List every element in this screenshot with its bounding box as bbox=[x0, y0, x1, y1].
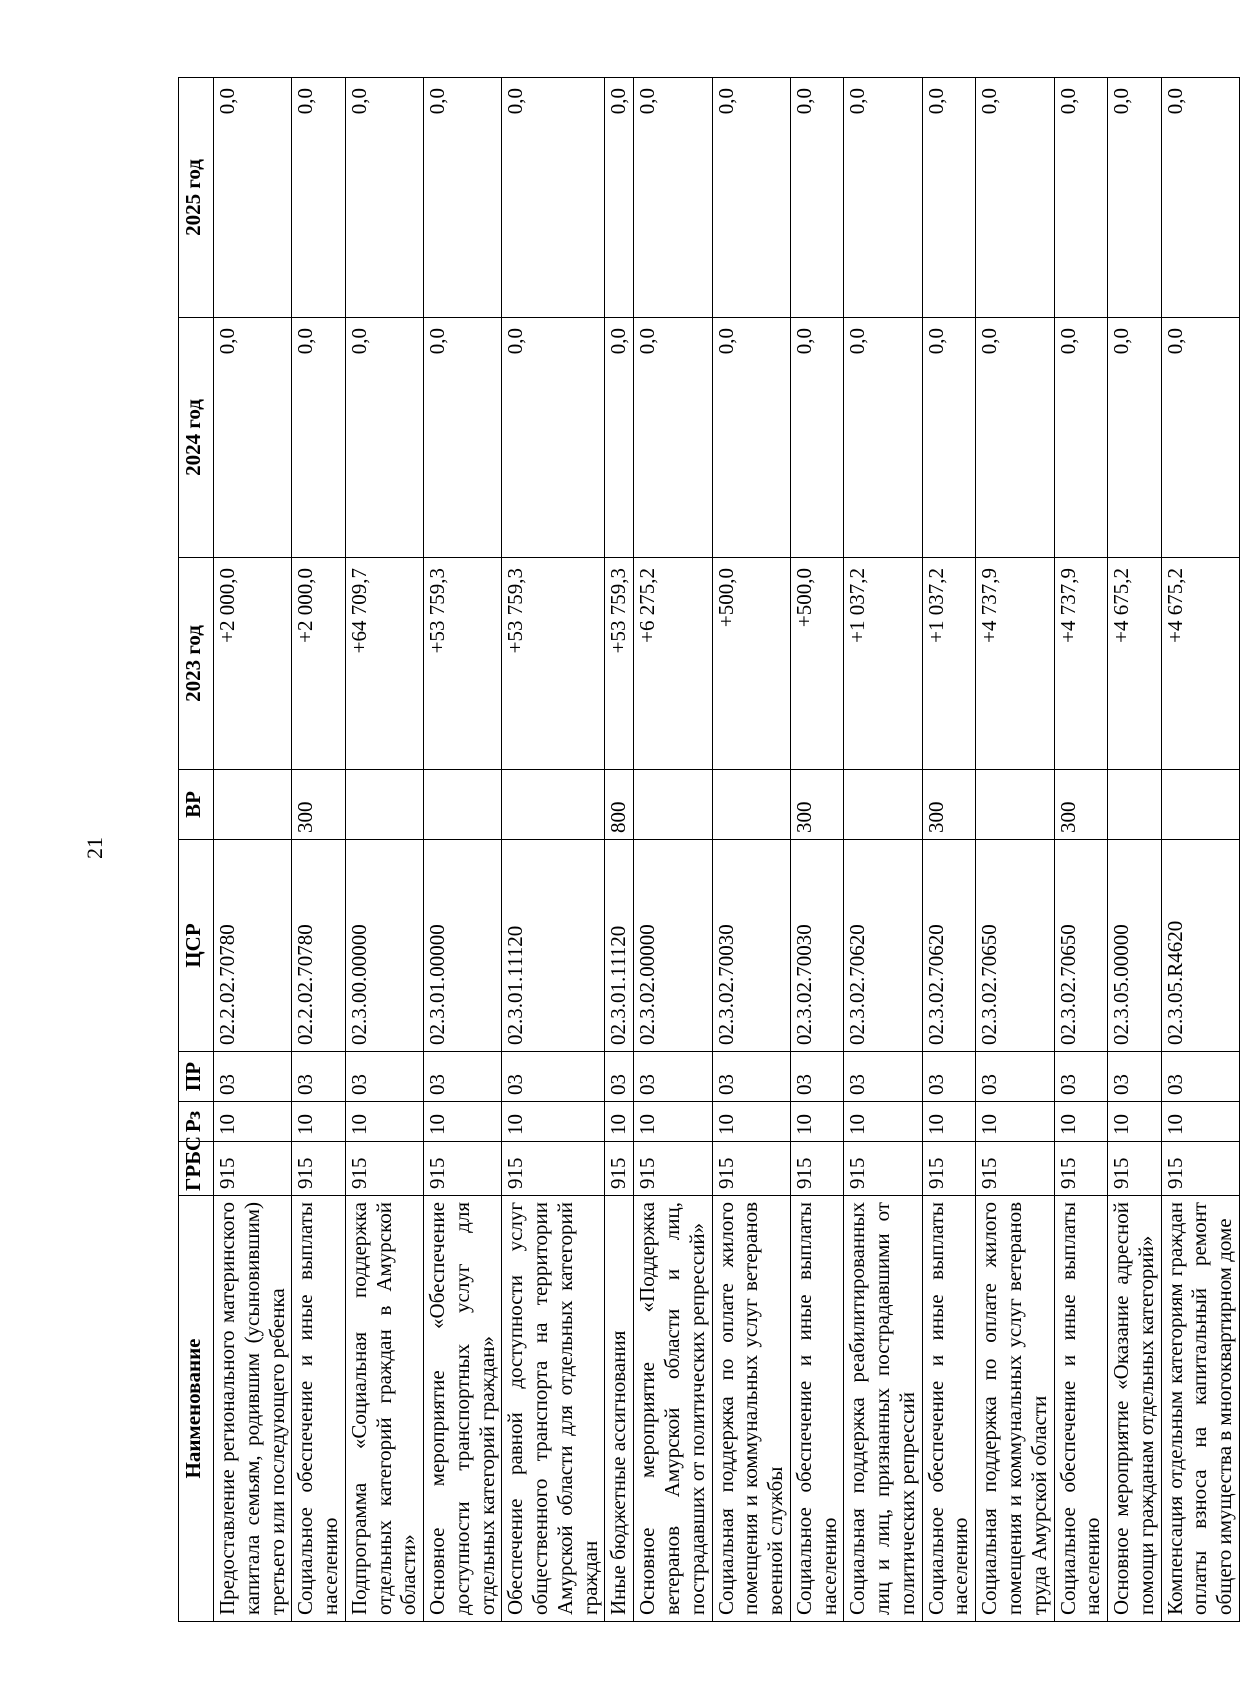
row-name: Компенсация отдельным категориям граждан оплаты взноса на капитальный ремонт общего имущества в многоквартирном доме bbox=[1161, 1196, 1239, 1622]
row-2023: +2 000,0 bbox=[292, 558, 346, 770]
row-pr: 03 bbox=[790, 1052, 844, 1102]
row-2024: 0,0 bbox=[1054, 318, 1108, 558]
row-name: Социальное обеспечение и иные выплаты населению bbox=[1054, 1196, 1108, 1622]
row-vr: 300 bbox=[1054, 770, 1108, 840]
row-vr bbox=[844, 770, 922, 840]
row-grbs: 915 bbox=[712, 1142, 790, 1196]
row-pr: 03 bbox=[345, 1052, 423, 1102]
table-row bbox=[922, 78, 976, 1622]
row-2024: 0,0 bbox=[922, 318, 976, 558]
row-grbs: 915 bbox=[214, 1142, 292, 1196]
row-2023: +53 759,3 bbox=[424, 558, 502, 770]
row-2025: 0,0 bbox=[712, 78, 790, 318]
row-rz: 10 bbox=[345, 1102, 423, 1142]
table-row bbox=[844, 78, 922, 1622]
row-pr: 03 bbox=[605, 1052, 634, 1102]
row-pr: 03 bbox=[844, 1052, 922, 1102]
row-2025: 0,0 bbox=[502, 78, 605, 318]
row-pr: 03 bbox=[502, 1052, 605, 1102]
row-rz: 10 bbox=[292, 1102, 346, 1142]
row-vr bbox=[976, 770, 1054, 840]
row-vr bbox=[712, 770, 790, 840]
row-csr: 02.2.02.70780 bbox=[292, 840, 346, 1052]
rotated-page-content bbox=[178, 78, 1237, 1622]
row-2024: 0,0 bbox=[790, 318, 844, 558]
row-csr: 02.3.02.70030 bbox=[790, 840, 844, 1052]
row-pr: 03 bbox=[424, 1052, 502, 1102]
row-name: Основное мероприятие «Поддержка ветеранов Амурской области и лиц, пострадавших от политических репрессий» bbox=[634, 1196, 712, 1622]
row-2024: 0,0 bbox=[424, 318, 502, 558]
table-row bbox=[1108, 78, 1162, 1622]
row-csr: 02.3.02.00000 bbox=[634, 840, 712, 1052]
row-2024: 0,0 bbox=[844, 318, 922, 558]
budget-table bbox=[178, 77, 1240, 1622]
table-row bbox=[424, 78, 502, 1622]
row-2024: 0,0 bbox=[1161, 318, 1239, 558]
row-2024: 0,0 bbox=[712, 318, 790, 558]
row-vr bbox=[345, 770, 423, 840]
row-rz: 10 bbox=[976, 1102, 1054, 1142]
row-2023: +500,0 bbox=[790, 558, 844, 770]
row-name: Предоставление регионального материнского капитала семьям, родившим (усыновившим) третьего или последующего ребенка bbox=[214, 1196, 292, 1622]
header-pr: ПР bbox=[179, 1052, 214, 1102]
row-rz: 10 bbox=[634, 1102, 712, 1142]
row-2025: 0,0 bbox=[1108, 78, 1162, 318]
row-2024: 0,0 bbox=[976, 318, 1054, 558]
page-number: 21 bbox=[82, 837, 107, 859]
header-2023: 2023 год bbox=[179, 558, 214, 770]
row-pr: 03 bbox=[922, 1052, 976, 1102]
row-2025: 0,0 bbox=[345, 78, 423, 318]
row-2023: +2 000,0 bbox=[214, 558, 292, 770]
header-grbs: ГРБС bbox=[179, 1142, 214, 1196]
row-2023: +64 709,7 bbox=[345, 558, 423, 770]
row-grbs: 915 bbox=[605, 1142, 634, 1196]
row-grbs: 915 bbox=[634, 1142, 712, 1196]
row-name: Основное мероприятие «Обеспечение доступности транспортных услуг для отдельных категорий граждан» bbox=[424, 1196, 502, 1622]
row-2025: 0,0 bbox=[790, 78, 844, 318]
row-name: Социальное обеспечение и иные выплаты населению bbox=[292, 1196, 346, 1622]
row-name: Социальное обеспечение и иные выплаты населению bbox=[922, 1196, 976, 1622]
row-2023: +500,0 bbox=[712, 558, 790, 770]
row-csr: 02.3.02.70650 bbox=[1054, 840, 1108, 1052]
row-csr: 02.2.02.70780 bbox=[214, 840, 292, 1052]
row-pr: 03 bbox=[292, 1052, 346, 1102]
row-pr: 03 bbox=[1108, 1052, 1162, 1102]
row-name: Иные бюджетные ассигнования bbox=[605, 1196, 634, 1622]
row-rz: 10 bbox=[1054, 1102, 1108, 1142]
header-2025: 2025 год bbox=[179, 78, 214, 318]
row-2025: 0,0 bbox=[424, 78, 502, 318]
row-2024: 0,0 bbox=[634, 318, 712, 558]
row-vr: 300 bbox=[922, 770, 976, 840]
table-row bbox=[292, 78, 346, 1622]
row-csr: 02.3.00.00000 bbox=[345, 840, 423, 1052]
header-name: Наименование bbox=[179, 1196, 214, 1622]
row-2024: 0,0 bbox=[1108, 318, 1162, 558]
header-2024: 2024 год bbox=[179, 318, 214, 558]
row-csr: 02.3.02.70650 bbox=[976, 840, 1054, 1052]
row-vr: 800 bbox=[605, 770, 634, 840]
row-name: Социальная поддержка по оплате жилого помещения и коммунальных услуг ветеранов военной службы bbox=[712, 1196, 790, 1622]
row-pr: 03 bbox=[634, 1052, 712, 1102]
row-grbs: 915 bbox=[502, 1142, 605, 1196]
row-rz: 10 bbox=[1161, 1102, 1239, 1142]
row-2023: +4 737,9 bbox=[1054, 558, 1108, 770]
table-row bbox=[790, 78, 844, 1622]
row-2025: 0,0 bbox=[1161, 78, 1239, 318]
row-2023: +4 675,2 bbox=[1108, 558, 1162, 770]
row-rz: 10 bbox=[790, 1102, 844, 1142]
row-2023: +6 275,2 bbox=[634, 558, 712, 770]
row-rz: 10 bbox=[214, 1102, 292, 1142]
table-row bbox=[1161, 78, 1239, 1622]
row-grbs: 915 bbox=[1054, 1142, 1108, 1196]
row-rz: 10 bbox=[922, 1102, 976, 1142]
row-csr: 02.3.02.70620 bbox=[922, 840, 976, 1052]
row-rz: 10 bbox=[844, 1102, 922, 1142]
row-grbs: 915 bbox=[1161, 1142, 1239, 1196]
row-pr: 03 bbox=[214, 1052, 292, 1102]
header-csr: ЦСР bbox=[179, 840, 214, 1052]
row-name: Социальная поддержка реабилитированных лиц и лиц, признанных пострадавшими от политических репрессий bbox=[844, 1196, 922, 1622]
row-vr bbox=[1108, 770, 1162, 840]
row-2023: +1 037,2 bbox=[844, 558, 922, 770]
row-2025: 0,0 bbox=[844, 78, 922, 318]
row-vr: 300 bbox=[292, 770, 346, 840]
row-2025: 0,0 bbox=[605, 78, 634, 318]
table-row bbox=[345, 78, 423, 1622]
header-vr: ВР bbox=[179, 770, 214, 840]
table-row bbox=[634, 78, 712, 1622]
table-header-row bbox=[179, 78, 214, 1622]
row-vr bbox=[502, 770, 605, 840]
row-name: Обеспечение равной доступности услуг общественного транспорта на территории Амурской области для отдельных категорий граждан bbox=[502, 1196, 605, 1622]
row-2024: 0,0 bbox=[292, 318, 346, 558]
row-vr bbox=[214, 770, 292, 840]
row-csr: 02.3.01.11120 bbox=[502, 840, 605, 1052]
row-2024: 0,0 bbox=[605, 318, 634, 558]
row-2024: 0,0 bbox=[214, 318, 292, 558]
row-csr: 02.3.01.00000 bbox=[424, 840, 502, 1052]
row-rz: 10 bbox=[502, 1102, 605, 1142]
table-row bbox=[214, 78, 292, 1622]
table-row bbox=[605, 78, 634, 1622]
row-vr: 300 bbox=[790, 770, 844, 840]
row-rz: 10 bbox=[1108, 1102, 1162, 1142]
row-vr bbox=[1161, 770, 1239, 840]
row-2025: 0,0 bbox=[1054, 78, 1108, 318]
row-2025: 0,0 bbox=[922, 78, 976, 318]
row-2023: +53 759,3 bbox=[605, 558, 634, 770]
table-row bbox=[502, 78, 605, 1622]
row-csr: 02.3.05.00000 bbox=[1108, 840, 1162, 1052]
row-name: Подпрограмма «Социальная поддержка отдельных категорий граждан в Амурской области» bbox=[345, 1196, 423, 1622]
table-row bbox=[712, 78, 790, 1622]
row-grbs: 915 bbox=[844, 1142, 922, 1196]
row-2023: +4 675,2 bbox=[1161, 558, 1239, 770]
row-rz: 10 bbox=[712, 1102, 790, 1142]
row-grbs: 915 bbox=[922, 1142, 976, 1196]
row-2025: 0,0 bbox=[976, 78, 1054, 318]
row-2023: +4 737,9 bbox=[976, 558, 1054, 770]
row-grbs: 915 bbox=[1108, 1142, 1162, 1196]
row-vr bbox=[634, 770, 712, 840]
row-csr: 02.3.05.R4620 bbox=[1161, 840, 1239, 1052]
row-2024: 0,0 bbox=[502, 318, 605, 558]
row-grbs: 915 bbox=[424, 1142, 502, 1196]
row-pr: 03 bbox=[712, 1052, 790, 1102]
row-name: Социальное обеспечение и иные выплаты населению bbox=[790, 1196, 844, 1622]
row-grbs: 915 bbox=[292, 1142, 346, 1196]
row-csr: 02.3.02.70030 bbox=[712, 840, 790, 1052]
row-2025: 0,0 bbox=[292, 78, 346, 318]
row-rz: 10 bbox=[605, 1102, 634, 1142]
row-2024: 0,0 bbox=[345, 318, 423, 558]
row-2025: 0,0 bbox=[214, 78, 292, 318]
row-grbs: 915 bbox=[976, 1142, 1054, 1196]
row-2025: 0,0 bbox=[634, 78, 712, 318]
table-row bbox=[976, 78, 1054, 1622]
row-csr: 02.3.02.70620 bbox=[844, 840, 922, 1052]
row-pr: 03 bbox=[1161, 1052, 1239, 1102]
row-name: Социальная поддержка по оплате жилого помещения и коммунальных услуг ветеранов труда Амурской области bbox=[976, 1196, 1054, 1622]
row-pr: 03 bbox=[1054, 1052, 1108, 1102]
header-rz: Рз bbox=[179, 1102, 214, 1142]
row-2023: +1 037,2 bbox=[922, 558, 976, 770]
row-pr: 03 bbox=[976, 1052, 1054, 1102]
row-rz: 10 bbox=[424, 1102, 502, 1142]
row-grbs: 915 bbox=[345, 1142, 423, 1196]
table-row bbox=[1054, 78, 1108, 1622]
row-vr bbox=[424, 770, 502, 840]
row-2023: +53 759,3 bbox=[502, 558, 605, 770]
row-csr: 02.3.01.11120 bbox=[605, 840, 634, 1052]
row-grbs: 915 bbox=[790, 1142, 844, 1196]
row-name: Основное мероприятие «Оказание адресной помощи гражданам отдельных категорий» bbox=[1108, 1196, 1162, 1622]
